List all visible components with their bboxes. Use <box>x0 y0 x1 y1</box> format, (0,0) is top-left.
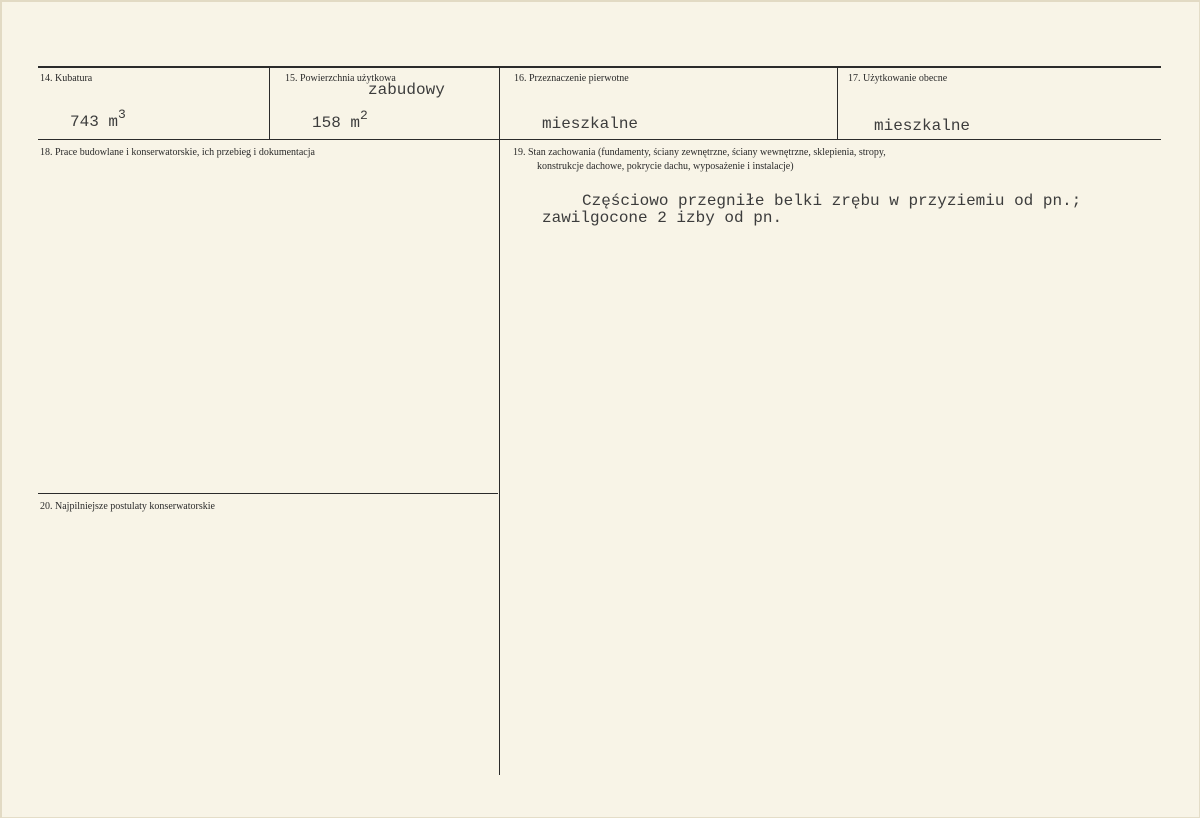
field-19-label-line2: konstrukcje dachowe, pokrycie dachu, wyposażenie i instalacje) <box>537 161 794 172</box>
divider-15-16 <box>499 67 500 775</box>
paper-edge-left <box>0 0 2 818</box>
field-20-label: 20. Najpilniejsze postulaty konserwatorskie <box>40 501 215 512</box>
field-18-label: 18. Prace budowlane i konserwatorskie, ich przebieg i dokumentacja <box>40 147 315 158</box>
field-14-label: 14. Kubatura <box>40 73 93 84</box>
field-15-value <box>312 108 368 132</box>
field-16-label: 16. Przeznaczenie pierwotne <box>514 73 629 84</box>
field-15-label: 15. Powierzchnia użytkowa <box>285 73 396 84</box>
field-14-value-exponent: 3 <box>118 107 126 122</box>
divider-16-17 <box>837 67 838 139</box>
field-16-value: mieszkalne <box>542 115 639 133</box>
field-19-text-line1: Częściowo przegniłe belki zrębu w przyziemiu od pn.; <box>582 192 1082 210</box>
field-19-label-line1: 19. Stan zachowania (fundamenty, ściany zewnętrzne, ściany wewnętrzne, sklepienia, stropy, <box>513 147 886 158</box>
field-17-value: mieszkalne <box>874 117 971 135</box>
section-18-20-rule <box>38 493 498 494</box>
divider-14-15 <box>269 67 270 139</box>
field-19-text-line2: zawilgocone 2 izby od pn. <box>542 209 783 227</box>
field-15-value-text: 158 m <box>312 114 361 132</box>
field-14-value-text: 743 m <box>70 113 119 131</box>
field-15-handwritten-note: zabudowy <box>368 81 445 99</box>
field-17-label: 17. Użytkowanie obecne <box>848 73 948 84</box>
paper-edge-top <box>0 0 1200 2</box>
field-15-value-exponent: 2 <box>360 108 368 123</box>
row1-bottom-rule <box>38 139 1161 140</box>
top-rule <box>38 66 1161 68</box>
field-14-value <box>70 107 126 131</box>
